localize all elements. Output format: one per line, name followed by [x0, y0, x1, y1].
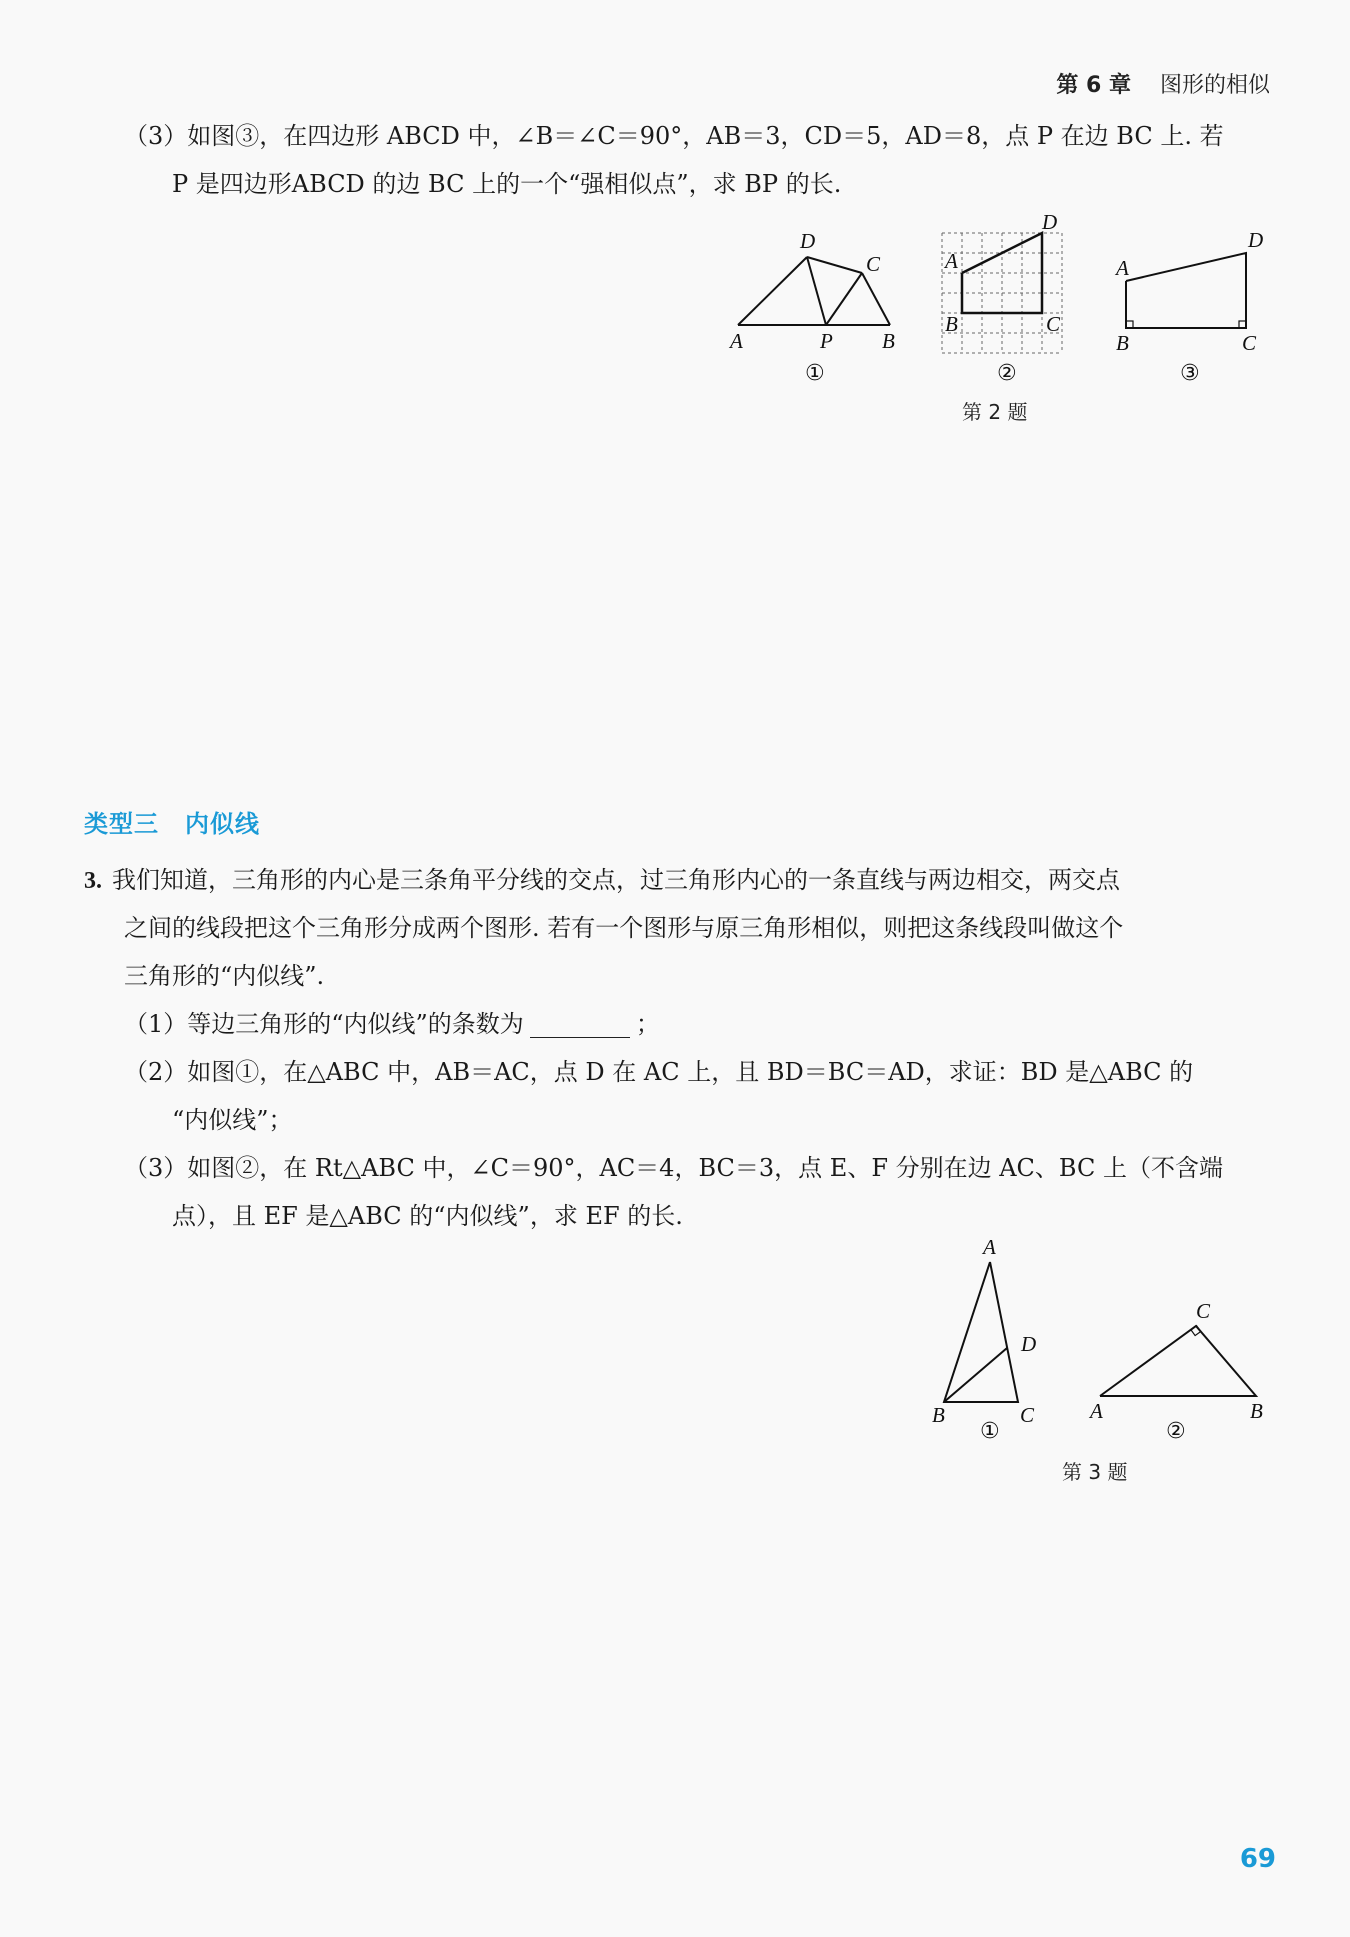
- question-2-figures: [720, 215, 1280, 385]
- q3-f1-label-C: C: [1020, 1403, 1035, 1427]
- f3-label-D: D: [1248, 228, 1264, 252]
- q3-f1-label-D: D: [1021, 1332, 1037, 1356]
- q3-part3-line1: （3）如图②，在 Rt△ABC 中，∠C＝90°，AC＝4，BC＝3，点 E、F 分别在边 AC、BC 上（不含端: [124, 1154, 1223, 1182]
- f2-label-A: A: [945, 249, 958, 273]
- f1-label-P: P: [820, 329, 833, 353]
- answer-blank[interactable]: [530, 1007, 630, 1038]
- section-label: 类型三: [84, 810, 159, 838]
- q2-figure-1: [728, 229, 895, 385]
- q2-part3-line1: （3）如图③，在四边形 ABCD 中，∠B＝∠C＝90°，AB＝3，CD＝5，AD＝8，点 P 在边 BC 上. 若: [124, 122, 1224, 150]
- f1-subcaption: ①: [805, 361, 825, 385]
- f2-label-B: B: [945, 312, 958, 336]
- page-number: 69: [1239, 1844, 1276, 1874]
- chapter-label: 第 6 章: [1056, 73, 1131, 98]
- q3-part3-line2: 点），且 EF 是△ABC 的“内似线”，求 EF 的长.: [172, 1202, 683, 1230]
- q2-figure-3: [1114, 228, 1263, 385]
- q3-number: 3.: [84, 868, 102, 894]
- q3-line1: [84, 856, 1120, 905]
- q3-f1-label-A: A: [983, 1235, 996, 1259]
- chapter-title: 图形的相似: [1159, 73, 1270, 98]
- q3-part1: [124, 1000, 660, 1048]
- q3-figure-1: [932, 1235, 1036, 1442]
- q2-figure-2-grid: [942, 215, 1062, 385]
- q3-part1-text: （1）等边三角形的“内似线”的条数为: [124, 1010, 524, 1038]
- q3-line1-text: 我们知道，三角形的内心是三条角平分线的交点，过三角形内心的一条直线与两边相交，两交点: [112, 866, 1120, 894]
- q3-f2-label-C: C: [1196, 1299, 1211, 1323]
- q3-f2-label-A: A: [1090, 1399, 1103, 1423]
- q3-f2-subcaption: ②: [1166, 1419, 1186, 1442]
- q2-figure-caption: 第 2 题: [962, 400, 1028, 424]
- f2-label-C: C: [1046, 312, 1061, 336]
- section-heading: [84, 804, 260, 839]
- f1-label-A: A: [730, 329, 743, 353]
- q3-f1-label-B: B: [932, 1403, 945, 1427]
- f1-label-D: D: [800, 229, 816, 253]
- q3-part2-line2: “内似线”；: [172, 1106, 293, 1134]
- q3-f1-subcaption: ①: [980, 1419, 1000, 1442]
- f1-label-C: C: [866, 252, 881, 276]
- f2-label-D: D: [1042, 215, 1058, 234]
- f3-label-C: C: [1242, 331, 1257, 355]
- q3-figure-2: [1088, 1299, 1263, 1442]
- q3-part2-line1: （2）如图①，在△ABC 中，AB＝AC，点 D 在 AC 上，且 BD＝BC＝AD，求证：BD 是△ABC 的: [124, 1058, 1194, 1086]
- q3-part1-end: ；: [635, 1010, 660, 1038]
- section-name: 内似线: [185, 810, 260, 838]
- f3-label-A: A: [1116, 256, 1129, 280]
- page-header: [1056, 68, 1270, 99]
- q3-line2: 之间的线段把这个三角形分成两个图形. 若有一个图形与原三角形相似，则把这条线段叫做这个: [124, 914, 1124, 942]
- f3-subcaption: ③: [1180, 361, 1200, 385]
- q3-figure-caption: 第 3 题: [1062, 1460, 1128, 1484]
- f1-label-B: B: [882, 329, 895, 353]
- q3-line3: 三角形的“内似线”.: [124, 962, 325, 990]
- q3-f2-label-B: B: [1250, 1399, 1263, 1423]
- f2-subcaption: ②: [997, 361, 1017, 385]
- f3-label-B: B: [1116, 331, 1129, 355]
- q2-part3-line2: P 是四边形ABCD 的边 BC 上的一个“强相似点”，求 BP 的长.: [172, 170, 842, 198]
- question-3-figures: [920, 1232, 1280, 1442]
